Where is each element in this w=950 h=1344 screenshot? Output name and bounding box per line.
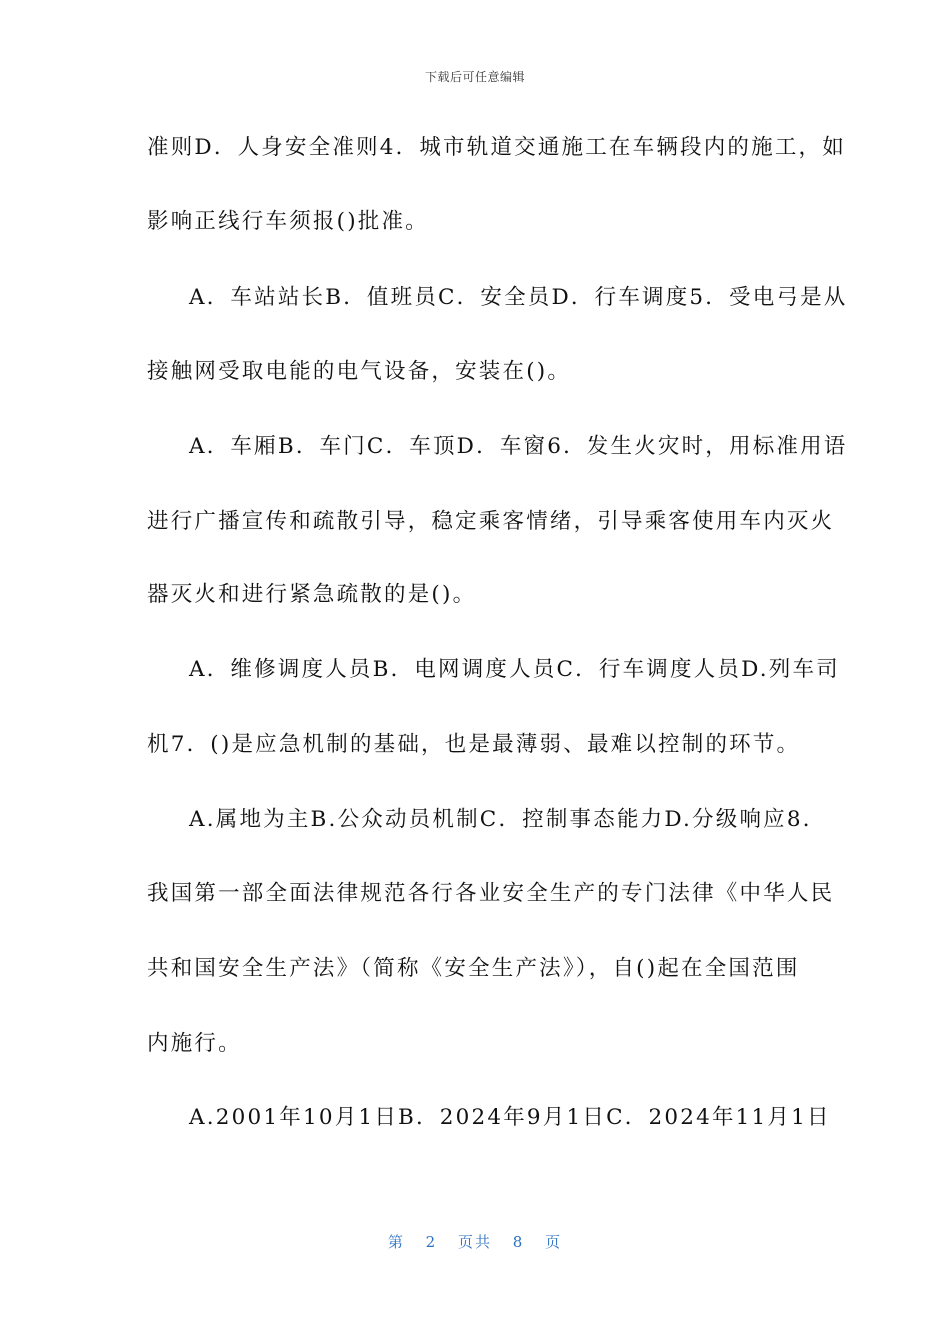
text-line: 共和国安全生产法》（简称《安全生产法》），自()起在全国范围	[147, 956, 800, 981]
text-line: A．维修调度人员B．电网调度人员C．行车调度人员D.列车司	[189, 657, 840, 682]
text-line: 进行广播宣传和疏散引导，稳定乘客情绪，引导乘客使用车内灭火	[147, 509, 835, 534]
page-header: 下载后可任意编辑	[424, 70, 525, 84]
text-line: 影响正线行车须报()批准。	[147, 209, 429, 234]
text-line: 我国第一部全面法律规范各行各业安全生产的专门法律《中华人民	[147, 881, 835, 906]
text-line: 准则D．人身安全准则4．城市轨道交通施工在车辆段内的施工，如	[147, 135, 846, 160]
text-line: A．车站站长B．值班员C．安全员D．行车调度5．受电弓是从	[189, 285, 848, 310]
text-line: 器灭火和进行紧急疏散的是()。	[147, 582, 477, 607]
text-line: A．车厢B．车门C．车顶D．车窗6．发生火灾时，用标准用语	[189, 434, 848, 459]
text-line: 内施行。	[147, 1031, 242, 1056]
page-number-footer: 第 2 页共 8 页	[387, 1233, 563, 1251]
text-line: 机7．()是应急机制的基础，也是最薄弱、最难以控制的环节。	[147, 732, 801, 757]
text-line: A.2001年10月1日B．2024年9月1日C．2024年11月1日	[189, 1105, 831, 1130]
text-line: 接触网受取电能的电气设备，安装在()。	[147, 359, 572, 384]
text-line: A.属地为主B.公众动员机制C．控制事态能力D.分级响应8．	[189, 807, 827, 832]
